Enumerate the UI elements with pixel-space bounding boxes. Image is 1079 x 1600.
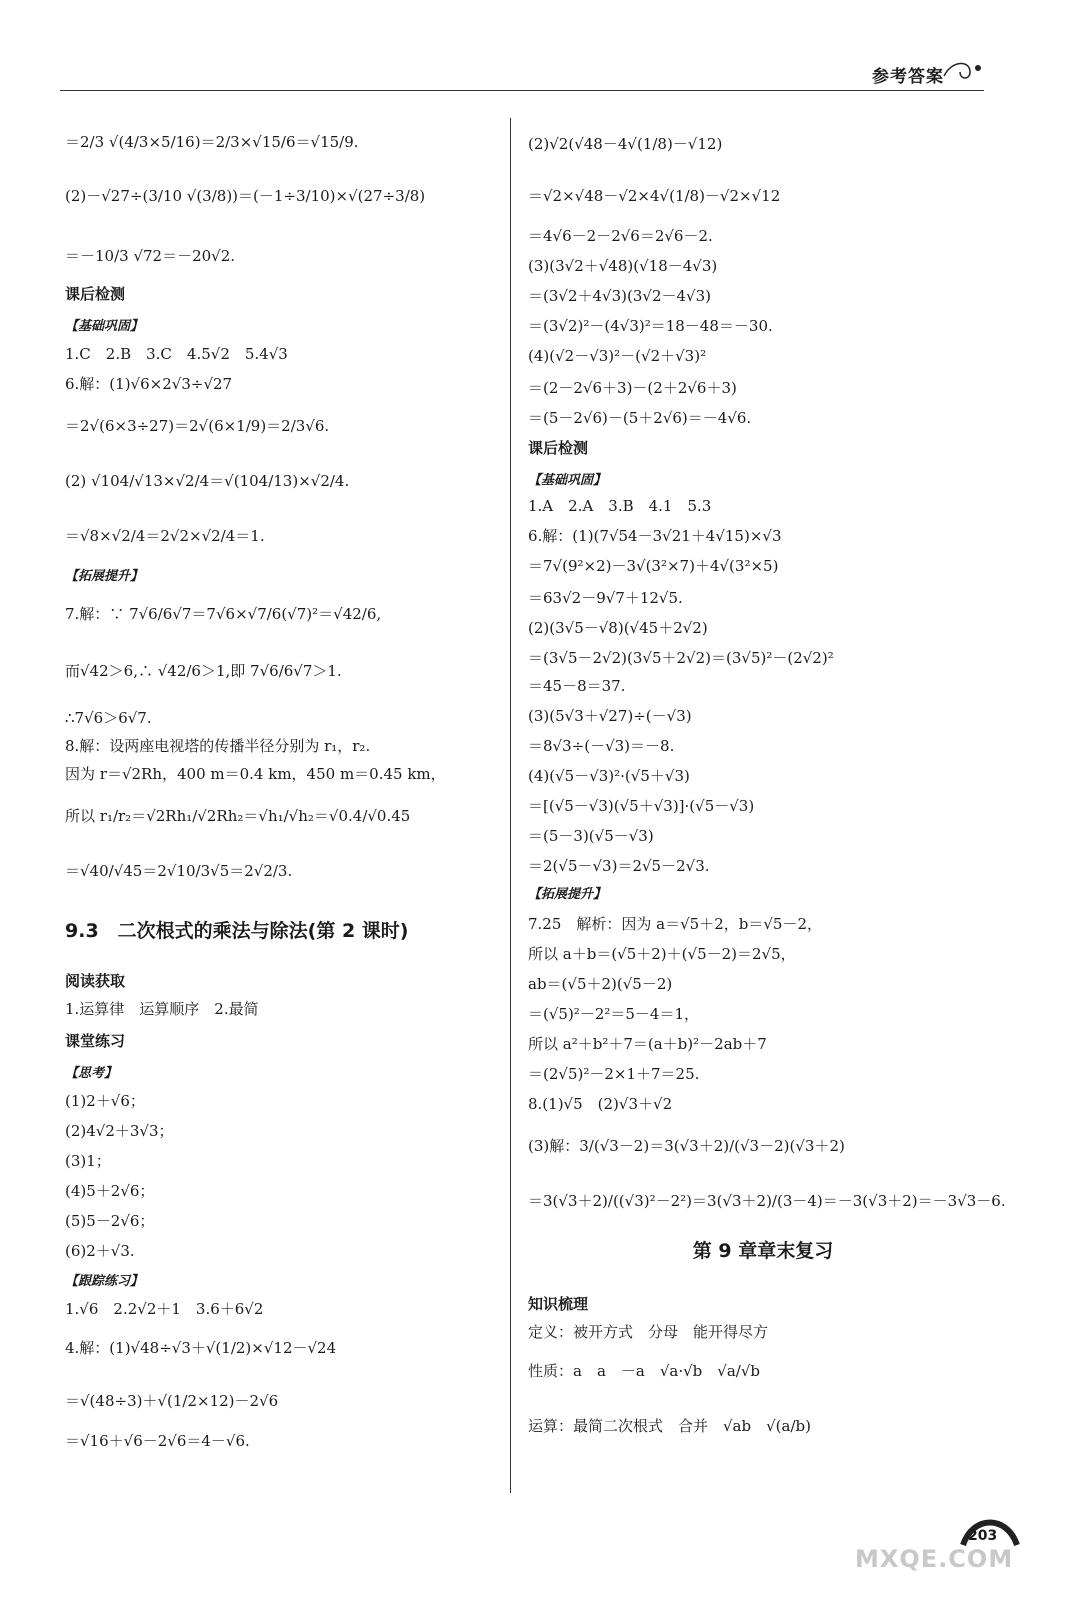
right-column-line-27: ab＝(√5＋2)(√5－2) xyxy=(528,975,673,993)
left-column-line-24: (2)4√2＋3√3； xyxy=(65,1122,174,1140)
left-column-line-22: 【思考】 xyxy=(65,1066,118,1081)
left-column-line-19: 阅读获取 xyxy=(65,972,126,990)
right-column-line-26: 所以 a＋b＝(√5＋2)＋(√5－2)＝2√5， xyxy=(528,945,796,963)
left-column-line-9: ＝√8×√2/4＝2√2×√2/4＝1. xyxy=(65,527,265,545)
header-rule xyxy=(60,90,984,91)
left-column-line-12: 而√42＞6,∴ √42/6＞1,即 7√6/6√7＞1. xyxy=(65,662,342,680)
right-column-line-29: 所以 a²＋b²＋7＝(a＋b)²－2ab＋7 xyxy=(528,1035,767,1053)
right-column-line-3: (3)(3√2＋√48)(√18－4√3) xyxy=(528,257,718,275)
left-column-line-29: 【跟踪练习】 xyxy=(65,1274,144,1289)
header-title: 参考答案 xyxy=(872,67,944,87)
left-column-line-0: ＝2/3 √(4/3×5/16)＝2/3×√15/6＝√15/9. xyxy=(65,133,359,151)
left-column-line-28: (6)2＋√3. xyxy=(65,1242,135,1260)
header-ornament-icon xyxy=(940,56,984,86)
right-column-line-13: ＝7√(9²×2)－3√(3²×7)＋4√(3²×5) xyxy=(528,557,779,575)
right-column-line-4: ＝(3√2＋4√3)(3√2－4√3) xyxy=(528,287,711,305)
right-column-line-8: ＝(5－2√6)－(5＋2√6)＝－4√6. xyxy=(528,409,752,427)
right-column-line-0: (2)√2(√48－4√(1/8)－√12) xyxy=(528,135,723,153)
left-column-line-15: 因为 r＝√2Rh，400 m＝0.4 km，450 m＝0.45 km， xyxy=(65,765,446,783)
right-column-line-15: (2)(3√5－√8)(√45＋2√2) xyxy=(528,619,708,637)
right-column-line-21: ＝[(√5－√3)(√5＋√3)]·(√5－√3) xyxy=(528,797,755,815)
right-column-line-9: 课后检测 xyxy=(528,439,589,457)
left-column-line-27: (5)5－2√6； xyxy=(65,1212,155,1230)
left-column-line-1: (2)－√27÷(3/10 √(3/8))＝(－1÷3/10)×√(27÷3/8) xyxy=(65,187,426,205)
right-column-line-24: 【拓展提升】 xyxy=(528,887,607,902)
left-column-line-14: 8.解：设两座电视塔的传播半径分别为 r₁，r₂. xyxy=(65,737,371,755)
left-column-line-33: ＝√16＋√6－2√6＝4－√6. xyxy=(65,1432,250,1450)
right-column-line-17: ＝45－8＝37. xyxy=(528,677,626,695)
left-column-line-11: 7.解：∵ 7√6/6√7＝7√6×√7/6(√7)²＝√42/6, xyxy=(65,605,382,623)
left-column-line-26: (4)5＋2√6； xyxy=(65,1182,155,1200)
left-column-line-4: 【基础巩固】 xyxy=(65,319,144,334)
left-column-line-7: ＝2√(6×3÷27)＝2√(6×1/9)＝2/3√6. xyxy=(65,417,330,435)
left-column-line-18: 9.3 二次根式的乘法与除法(第 2 课时) xyxy=(65,920,409,942)
right-column-line-7: ＝(2－2√6＋3)－(2＋2√6＋3) xyxy=(528,379,737,397)
left-column-line-25: (3)1； xyxy=(65,1152,111,1170)
left-column-line-2: ＝－10/3 √72＝－20√2. xyxy=(65,247,236,265)
right-column-line-6: (4)(√2－√3)²－(√2＋√3)² xyxy=(528,347,707,365)
right-column-line-32: (3)解：3/(√3－2)＝3(√3＋2)/(√3－2)(√3＋2) xyxy=(528,1137,845,1155)
right-column-line-36: 定义：被开方式 分母 能开得尽方 xyxy=(528,1323,769,1341)
right-column-line-12: 6.解：(1)(7√54－3√21＋4√15)×√3 xyxy=(528,527,782,545)
left-column-line-23: (1)2＋√6； xyxy=(65,1092,145,1110)
right-column-line-38: 运算：最简二次根式 合并 √ab √(a/b) xyxy=(528,1417,811,1435)
column-divider xyxy=(510,118,511,1493)
right-column-line-5: ＝(3√2)²－(4√3)²＝18－48＝－30. xyxy=(528,317,773,335)
right-column-line-25: 7.25 解析：因为 a＝√5＋2，b＝√5－2， xyxy=(528,915,823,933)
right-column-line-23: ＝2(√5－√3)＝2√5－2√3. xyxy=(528,857,710,875)
right-column-line-1: ＝√2×√48－√2×4√(1/8)－√2×√12 xyxy=(528,187,781,205)
right-column-line-16: ＝(3√5－2√2)(3√5＋2√2)＝(3√5)²－(2√2)² xyxy=(528,649,834,667)
right-column-line-20: (4)(√5－√3)²·(√5＋√3) xyxy=(528,767,690,785)
left-column-line-32: ＝√(48÷3)＋√(1/2×12)－2√6 xyxy=(65,1392,279,1410)
right-column-line-14: ＝63√2－9√7＋12√5. xyxy=(528,589,683,607)
right-column-line-35: 知识梳理 xyxy=(528,1295,589,1313)
left-column-line-8: (2) √104/√13×√2/4＝√(104/13)×√2/4. xyxy=(65,472,350,490)
left-column-line-10: 【拓展提升】 xyxy=(65,569,144,584)
right-column-line-28: ＝(√5)²－2²＝5－4＝1， xyxy=(528,1005,700,1023)
watermark: MXQE.COM xyxy=(855,1545,1014,1573)
right-column-line-37: 性质：a a －a √a·√b √a/√b xyxy=(528,1362,760,1380)
left-column-line-6: 6.解：(1)√6×2√3÷√27 xyxy=(65,375,233,393)
left-column-line-17: ＝√40/√45＝2√10/3√5＝2√2/3. xyxy=(65,862,293,880)
left-column-line-30: 1.√6 2.2√2＋1 3.6＋6√2 xyxy=(65,1300,264,1318)
right-column-line-18: (3)(5√3＋√27)÷(－√3) xyxy=(528,707,692,725)
left-column-line-5: 1.C 2.B 3.C 4.5√2 5.4√3 xyxy=(65,345,288,363)
right-column-line-31: 8.(1)√5 (2)√3＋√2 xyxy=(528,1095,673,1113)
left-column-line-3: 课后检测 xyxy=(65,285,126,303)
right-column-line-2: ＝4√6－2－2√6＝2√6－2. xyxy=(528,227,713,245)
right-column-line-30: ＝(2√5)²－2×1＋7＝25. xyxy=(528,1065,700,1083)
left-column-line-13: ∴7√6＞6√7. xyxy=(65,709,152,727)
right-column-line-19: ＝8√3÷(－√3)＝－8. xyxy=(528,737,675,755)
right-column-line-33: ＝3(√3＋2)/((√3)²－2²)＝3(√3＋2)/(3－4)＝－3(√3＋2)＝－3√3－6. xyxy=(528,1192,1006,1210)
left-column-line-31: 4.解：(1)√48÷√3＋√(1/2)×√12－√24 xyxy=(65,1339,337,1357)
left-column-line-16: 所以 r₁/r₂＝√2Rh₁/√2Rh₂＝√h₁/√h₂＝√0.4/√0.45 xyxy=(65,807,411,825)
right-column-line-22: ＝(5－3)(√5－√3) xyxy=(528,827,654,845)
right-column-line-34: 第 9 章章末复习 xyxy=(692,1240,834,1262)
page-number: 203 xyxy=(968,1528,998,1544)
left-column-line-21: 课堂练习 xyxy=(65,1032,126,1050)
right-column-line-11: 1.A 2.A 3.B 4.1 5.3 xyxy=(528,497,712,515)
left-column-line-20: 1.运算律 运算顺序 2.最简 xyxy=(65,1000,259,1018)
right-column-line-10: 【基础巩固】 xyxy=(528,473,607,488)
